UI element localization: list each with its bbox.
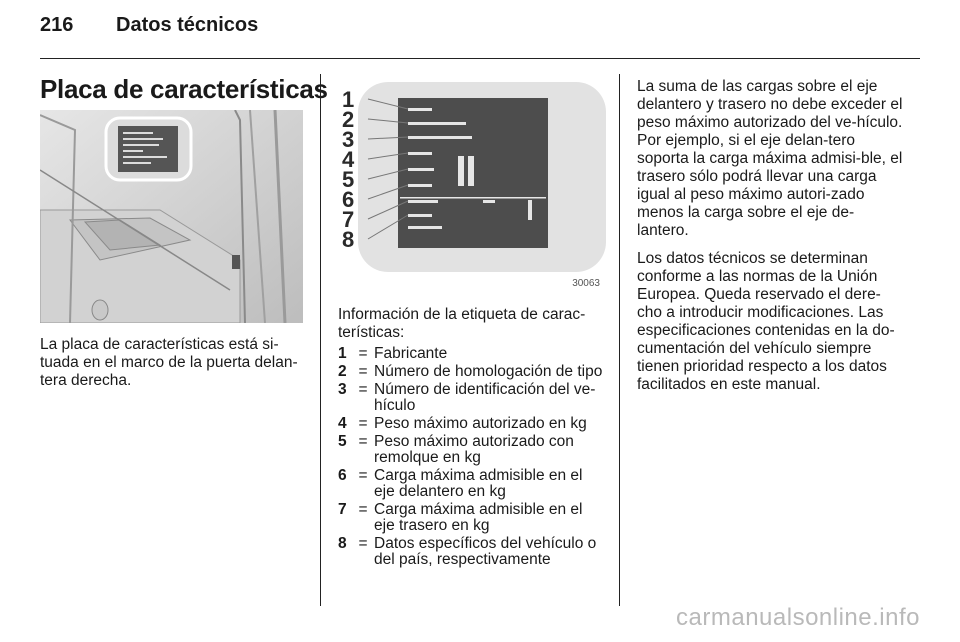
header-rule [40,58,920,59]
legend-item [338,468,606,500]
legend-number: 6 [338,467,347,484]
chapter-title: Datos técnicos [116,14,259,36]
legend-equals: = [358,467,368,484]
legend-text: Datos específicos del vehículo o del país, respectivamente [374,535,597,568]
column-divider-left [320,74,321,606]
legend-text: Número de homologación de tipo [374,363,603,380]
legend-number: 4 [338,415,347,432]
axle-load-paragraph: La suma de las cargas sobre el eje delantero y trasero no debe exceder el peso máximo autorizado del ve-hículo. Por ejemplo, si el eje delan-tero soporta la carga máxima admisi-ble, el trasero sólo podrá llevar una carga igual al peso máximo autori-zado menos la carga sobre el eje de-lantero. [637,78,903,239]
legend-item [338,434,606,466]
legend-number: 1 [338,345,347,362]
legend-item [338,416,606,432]
legend-number: 8 [338,535,347,552]
callout-5: 5 [342,167,355,192]
plate-location-paragraph: La placa de características está si-tuada en el marco de la puerta delan-tera derecha. [40,336,298,389]
legend-item [338,382,606,414]
legend-item [338,346,606,362]
legend-equals: = [358,501,368,518]
page-number: 216 [40,14,74,36]
door-frame-photo [40,110,303,323]
legend-number: 7 [338,501,347,518]
legend-item [338,364,606,380]
callout-2: 2 [342,107,355,132]
legend-equals: = [358,535,368,552]
legend-number: 3 [338,381,347,398]
legend-text: Número de identificación del ve-hículo [374,381,596,414]
legend-intro-text: Información de la etiqueta de carac-terísticas: [338,306,586,341]
callout-8: 8 [342,227,355,252]
legend-number: 2 [338,363,347,380]
legend-equals: = [358,363,368,380]
legend-equals: = [358,345,368,362]
legend-text: Peso máximo autorizado en kg [374,415,587,432]
column3-text [637,78,903,404]
callout-3: 3 [342,127,355,152]
column-divider-right [619,74,620,606]
legend-text: Carga máxima admisible en el eje trasero en kg [374,501,583,534]
image-code: 30063 [572,278,600,289]
plate-legend [338,346,606,570]
legend-number: 5 [338,433,347,450]
callout-6: 6 [342,187,355,212]
legend-equals: = [358,433,368,450]
watermark: carmanualsonline.info [676,604,920,631]
legend-item [338,536,606,568]
legend-text: Carga máxima admisible en el eje delantero en kg [374,467,583,500]
plate-label-illustration [338,76,606,290]
callout-1: 1 [342,87,355,112]
legend-equals: = [358,381,368,398]
column1-text [40,336,308,400]
callout-7: 7 [342,207,355,232]
legend-text: Fabricante [374,345,448,362]
section-title: Placa de características [40,74,328,104]
eu-standards-paragraph: Los datos técnicos se determinan conforme a las normas de la Unión Europea. Queda reservado el dere-cho a introducir modificaciones. Las especificaciones contenidas en la do-cumentación del vehículo siempre tienen prioridad respecto a los datos facilitados en este manual. [637,250,895,393]
legend-text: Peso máximo autorizado con remolque en kg [374,433,574,466]
callout-4: 4 [342,147,355,172]
legend-equals: = [358,415,368,432]
legend-item [338,502,606,534]
